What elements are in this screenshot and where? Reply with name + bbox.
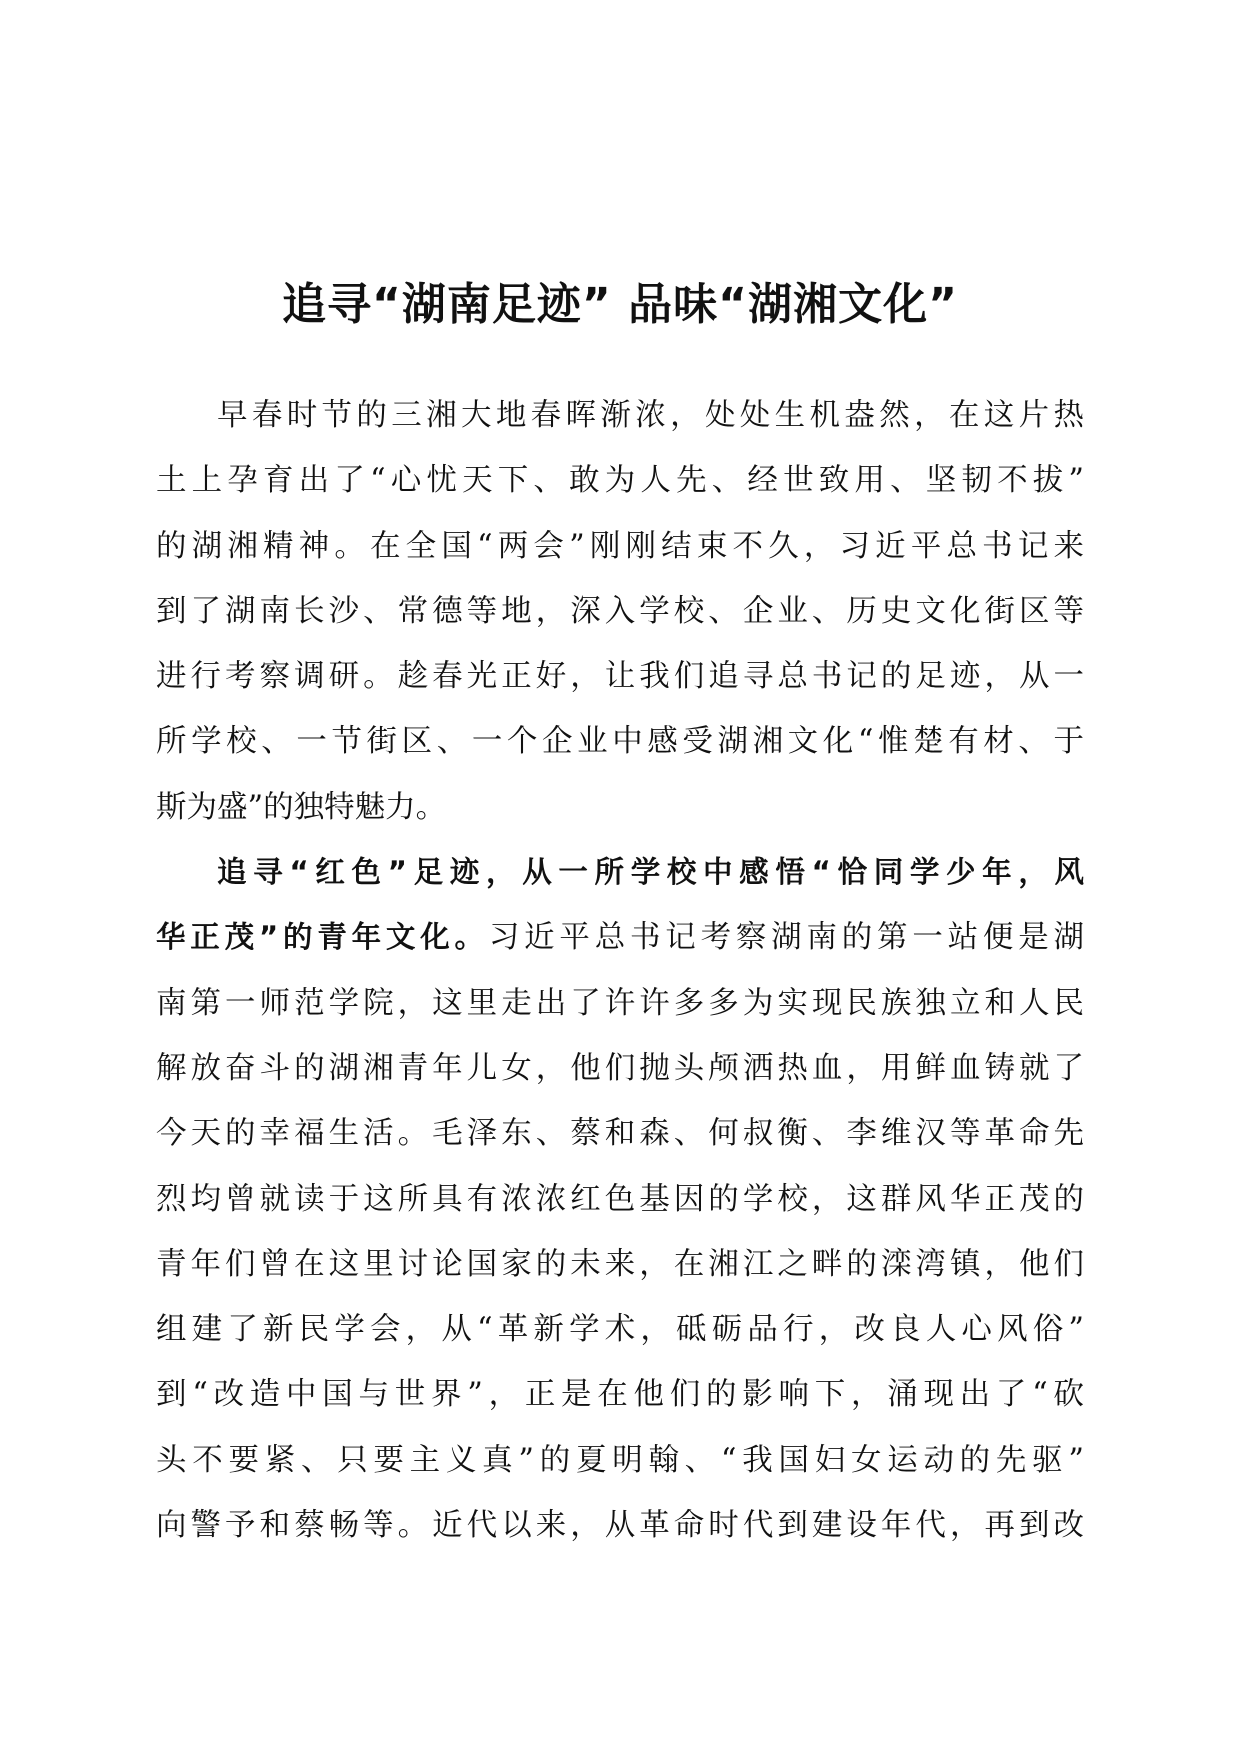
text-line: 进行考察调研。趁春光正好，让我们追寻总书记的足迹，从一 — [156, 659, 1084, 695]
text-line: 向警予和蔡畅等。近代以来，从革命时代到建设年代，再到改 — [156, 1508, 1084, 1544]
text-line: 今天的幸福生活。毛泽东、蔡和森、何叔衡、李维汉等革命先 — [156, 1116, 1084, 1152]
text-line: 所学校、一节街区、一个企业中感受湖湘文化“惟楚有材、于 — [156, 724, 1084, 760]
text-line: 斯为盛”的独特魅力。 — [156, 789, 447, 825]
document-body — [156, 383, 1084, 1558]
text-line: 早春时节的三湘大地春晖渐浓，处处生机盎然，在这片热 — [217, 398, 1084, 433]
paragraph-red-footprints — [156, 840, 1084, 1558]
section-heading-end: 华正茂”的青年文化。 — [156, 920, 489, 955]
text-line: 解放奋斗的湖湘青年儿女，他们抛头颅洒热血，用鲜血铸就了 — [156, 1050, 1084, 1086]
text-line: 青年们曾在这里讨论国家的未来，在湘江之畔的滦湾镇，他们 — [156, 1246, 1084, 1282]
document-title: 追寻“湖南足迹” 品味“湖湘文化” — [282, 279, 958, 331]
text-line: 头不要紧、只要主义真”的夏明翰、“我国妇女运动的先驱” — [156, 1442, 1084, 1478]
text-line-rest: 习近平总书记考察湖南的第一站便是湖 — [488, 920, 1084, 956]
text-line: 烈均曾就读于这所具有浓浓红色基因的学校，这群风华正茂的 — [156, 1181, 1084, 1217]
text-line: 南第一师范学院，这里走出了许许多多为实现民族独立和人民 — [156, 985, 1084, 1021]
text-line: 到了湖南长沙、常德等地，深入学校、企业、历史文化街区等 — [156, 593, 1084, 629]
text-line: 土上孕育出了“心忧天下、敢为人先、经世致用、坚韧不拔” — [156, 463, 1084, 499]
paragraph-intro — [156, 383, 1084, 840]
section-heading-line: 追寻“红色”足迹，从一所学校中感悟“恰同学少年，风 — [217, 855, 1084, 890]
text-line: 组建了新民学会，从“革新学术，砥砺品行，改良人心风俗” — [156, 1312, 1084, 1348]
text-line — [156, 905, 1084, 970]
text-line: 到“改造中国与世界”，正是在他们的影响下，涌现出了“砍 — [156, 1377, 1084, 1413]
text-line: 的湖湘精神。在全国“两会”刚刚结束不久，习近平总书记来 — [156, 528, 1084, 564]
